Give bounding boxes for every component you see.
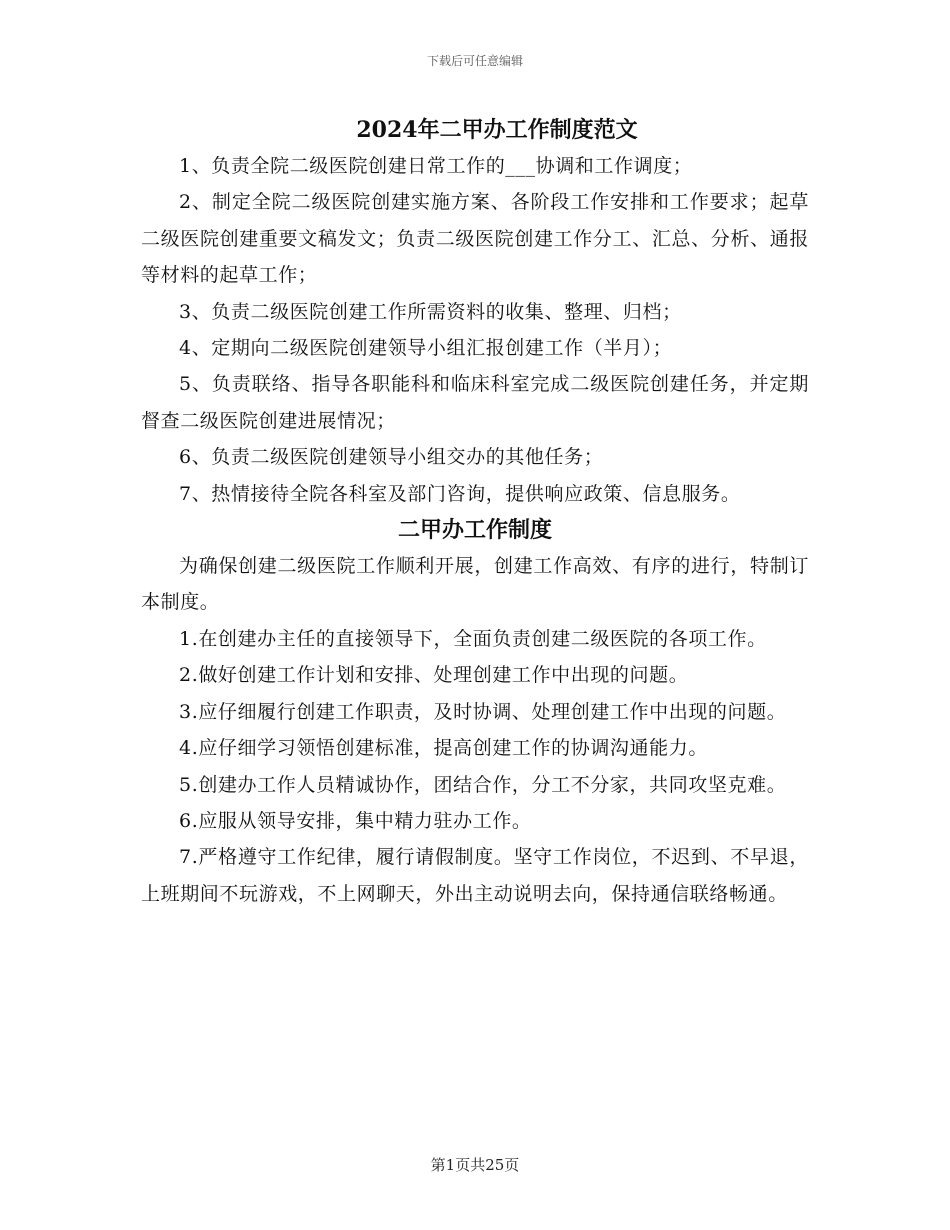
paragraph: 4.应仔细学习领悟创建标准，提高创建工作的协调沟通能力。 [179,737,708,760]
paragraph: 5、负责联络、指导各职能科和临床科室完成二级医院创建任务，并定期督查二级医院创建进展情况； [141,373,809,432]
page-number: 第1页共25页 [430,1156,520,1174]
paragraph: 1.在创建办主任的直接领导下，全面负责创建二级医院的各项工作。 [179,627,767,650]
document-body [141,112,809,912]
paragraph: 3、负责二级医院创建工作所需资料的收集、整理、归档； [179,300,682,323]
paragraph: 3.应仔细履行创建工作职责，及时协调、处理创建工作中出现的问题。 [179,700,787,723]
paragraph: 6.应服从领导安排，集中精力驻办工作。 [179,809,532,832]
paragraph: 2、制定全院二级医院创建实施方案、各阶段工作安排和工作要求；起草二级医院创建重要文稿发文；负责二级医院创建工作分工、汇总、分析、通报等材料的起草工作； [141,191,809,287]
paragraph: 为确保创建二级医院工作顺利开展，创建工作高效、有序的进行，特制订本制度。 [141,555,809,614]
document-title: 2024年二甲办工作制度范文 [356,117,638,143]
paragraph: 4、定期向二级医院创建领导小组汇报创建工作（半月）； [179,337,673,360]
paragraph: 5.创建办工作人员精诚协作，团结合作，分工不分家，共同攻坚克难。 [179,773,787,796]
paragraph: 2.做好创建工作计划和安排、处理创建工作中出现的问题。 [179,664,689,687]
paragraph: 1、负责全院二级医院创建日常工作的___协调和工作调度； [179,155,693,177]
paragraph: 7.严格遵守工作纪律，履行请假制度。坚守工作岗位，不迟到、不早退，上班期间不玩游戏，不上网聊天，外出主动说明去向，保持通信联络畅通。 [141,846,809,905]
section-subtitle: 二甲办工作制度 [397,517,552,544]
paragraph: 7、热情接待全院各科室及部门咨询，提供响应政策、信息服务。 [179,482,741,505]
page-header-note: 下载后可任意编辑 [426,54,523,68]
paragraph: 6、负责二级医院创建领导小组交办的其他任务； [179,446,604,469]
